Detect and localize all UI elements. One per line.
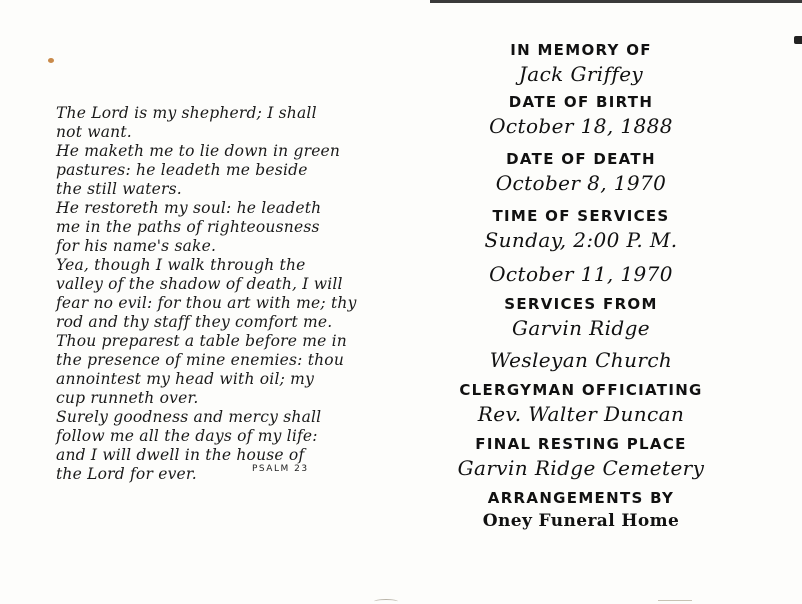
psalm-line: for his name's sake.: [56, 237, 217, 255]
psalm-line: valley of the shadow of death, I will: [56, 275, 343, 293]
psalm-line: the presence of mine enemies: thou: [56, 351, 345, 369]
edge-mark: [794, 36, 802, 44]
resting-place-label: FINAL RESTING PLACE: [475, 435, 687, 453]
psalm-line: He maketh me to lie down in green: [56, 142, 341, 160]
psalm-line: me in the paths of righteousness: [56, 218, 320, 236]
stain-speck: [48, 58, 54, 63]
psalm-line: Surely goodness and mercy shall: [56, 408, 322, 426]
memorial-details: [440, 40, 722, 534]
deceased-name: Jack Griffey: [518, 62, 644, 86]
psalm-line: the still waters.: [56, 180, 182, 198]
psalm-line: rod and thy staff they comfort me.: [56, 313, 333, 331]
services-time: Sunday, 2:00 P. M.: [484, 228, 678, 252]
resting-place: Garvin Ridge Cemetery: [457, 456, 705, 480]
top-edge-line: [430, 0, 802, 3]
church-name-line1: Garvin Ridge: [511, 316, 651, 340]
clergyman-name: Rev. Walter Duncan: [477, 402, 685, 426]
arrangements-label: ARRANGEMENTS BY: [487, 489, 675, 507]
psalm-line: annointest my head with oil; my: [56, 370, 315, 388]
services-date: October 11, 1970: [489, 262, 673, 286]
birth-label: DATE OF BIRTH: [508, 93, 654, 111]
services-from-label: SERVICES FROM: [504, 295, 658, 313]
death-label: DATE OF DEATH: [506, 150, 656, 168]
psalm-line: fear no evil: for thou art with me; thy: [56, 294, 357, 312]
psalm-line: not want.: [56, 123, 132, 141]
clergyman-label: CLERGYMAN OFFICIATING: [459, 381, 703, 399]
fold-mark: [374, 599, 398, 604]
psalm-line: cup runneth over.: [56, 389, 199, 407]
psalm-line: follow me all the days of my life:: [56, 427, 318, 445]
psalm-line: pastures: he leadeth me beside: [56, 161, 308, 179]
death-date: October 8, 1970: [495, 171, 667, 195]
funeral-home: Oney Funeral Home: [482, 511, 680, 531]
church-name-line2: Wesleyan Church: [489, 348, 673, 372]
psalm-reference: PSALM 23: [252, 464, 309, 474]
psalm-line: Yea, though I walk through the: [56, 256, 306, 274]
services-time-label: TIME OF SERVICES: [492, 207, 670, 225]
psalm-line: Thou preparest a table before me in: [56, 332, 347, 350]
psalm-line: and I will dwell in the house of: [56, 446, 305, 464]
in-memory-label: IN MEMORY OF: [510, 41, 652, 59]
psalm-line: The Lord is my shepherd; I shall: [56, 104, 317, 122]
birth-date: October 18, 1888: [489, 114, 673, 138]
psalm-text: [56, 104, 356, 484]
psalm-line: He restoreth my soul: he leadeth: [56, 199, 322, 217]
psalm-line: the Lord for ever.: [56, 465, 197, 483]
bottom-mark: [658, 600, 692, 604]
